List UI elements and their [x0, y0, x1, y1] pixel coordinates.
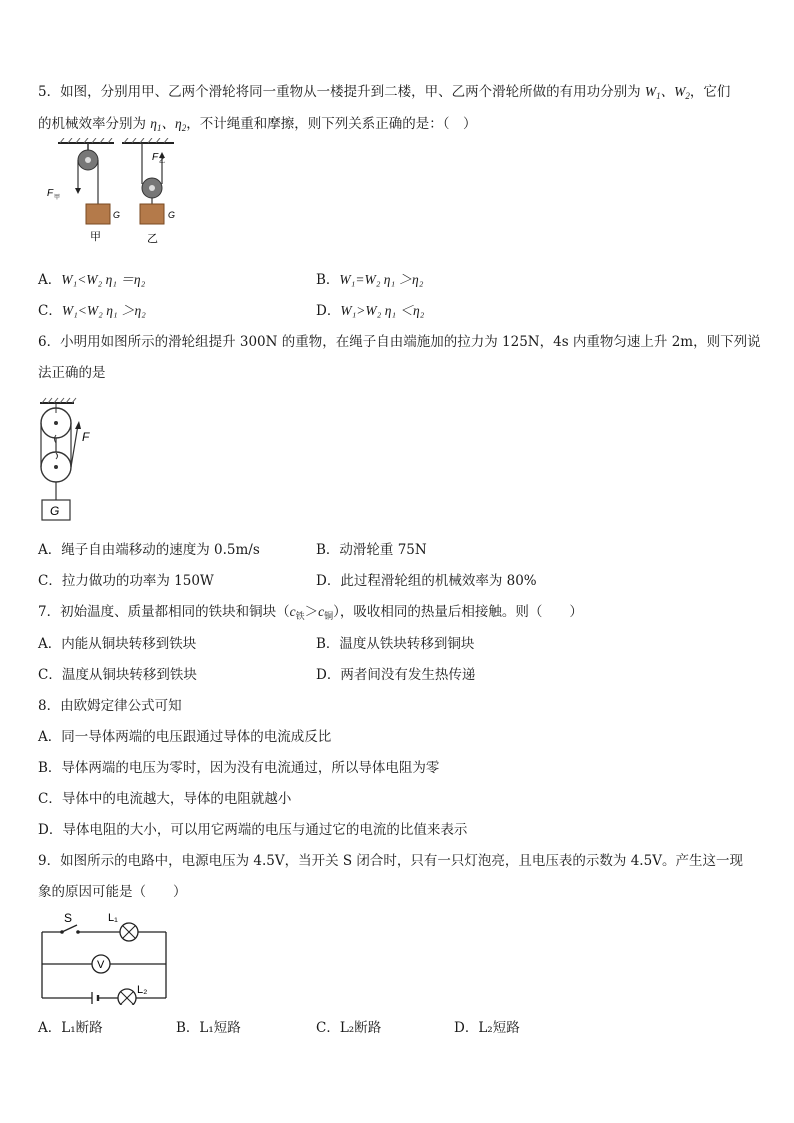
g-label-yi: G: [168, 210, 176, 220]
svg-text:乙: 乙: [159, 159, 166, 165]
weight-jia: [86, 204, 110, 224]
q8-option-a[interactable]: A．同一导体两端的电压跟通过导体的电流成反比: [38, 729, 332, 745]
q9-stem-line1: 9．如图所示的电路中，电源电压为 4.5V，当开关 S 闭合时，只有一只灯泡亮，且电压表的示数为 4.5V。产生这一现: [38, 853, 743, 869]
voltmeter: [92, 955, 110, 973]
switch: [60, 925, 80, 934]
q8-option-d[interactable]: D．导体电阻的大小，可以用它两端的电压与通过它的电流的比值来表示: [38, 822, 468, 838]
q5-option-a[interactable]: A．W₁<W₂ η₁ ＝η₂: [38, 272, 146, 288]
q7-stem: 7．初始温度、质量都相同的铁块和铜块$(c_铁>c_铜)$，吸收相同的热量后相接触。则（ ）: [38, 604, 583, 622]
l2-label: L₂: [137, 984, 148, 996]
q6-option-a[interactable]: A．绳子自由端移动的速度为 0.5m/s: [38, 542, 260, 558]
q7-option-d[interactable]: D．两者间没有发生热传递: [316, 667, 476, 683]
q5-stem-line2: 的机械效率分别为 $\eta_1$、$\eta_2$，不计绳重和摩擦，则下列关系正确的是：（ ）: [38, 116, 477, 133]
label-jia: 甲: [90, 231, 101, 243]
q7-option-b[interactable]: B．温度从铁块转移到铜块: [316, 636, 475, 652]
ceiling-jia: [58, 138, 114, 143]
q9-option-a[interactable]: A．L₁断路: [38, 1020, 103, 1036]
q5-option-b[interactable]: B．W₁=W₂ η₁ ＞η₂: [316, 272, 424, 288]
l1-label: L₁: [108, 912, 118, 924]
force-label: F: [82, 430, 90, 444]
q9-option-d[interactable]: D．L₂短路: [454, 1020, 520, 1036]
q6-stem-line1: 6．小明用如图所示的滑轮组提升 300N 的重物，在绳子自由端施加的拉力为 125N，4s 内重物匀速上升 2m，则下列说: [38, 334, 761, 350]
g-label: G: [50, 504, 60, 518]
q9-option-c[interactable]: C．L₂断路: [316, 1020, 382, 1036]
battery: [92, 992, 98, 1004]
q6-pulley-block-figure: [36, 395, 106, 525]
voltmeter-label: V: [97, 959, 105, 971]
q8-option-b[interactable]: B．导体两端的电压为零时，因为没有电流通过，所以导体电阻为零: [38, 760, 440, 776]
q7-option-a[interactable]: A．内能从铜块转移到铁块: [38, 636, 197, 652]
q5-pulley-figure: [44, 138, 194, 250]
ceiling-yi: [122, 138, 174, 143]
q5-option-d[interactable]: D．W₁>W₂ η₁ ＜η₂: [316, 303, 425, 319]
q5-stem-line1: 5．如图，分别用甲、乙两个滑轮将同一重物从一楼提升到二楼，甲、乙两个滑轮所做的有用功分别为 $W_1$、$W_2$，它们: [38, 84, 731, 101]
lamp-l2: [118, 989, 136, 1005]
g-label-jia: G: [113, 210, 121, 220]
q6-option-c[interactable]: C．拉力做功的功率为 150W: [38, 573, 214, 589]
q5-number: 5．: [38, 84, 61, 100]
q6-stem-line2: 法正确的是: [38, 365, 106, 381]
q5-option-c[interactable]: C．W₁<W₂ η₁ ＞η₂: [38, 303, 146, 319]
q9-stem-line2: 象的原因可能是（ ）: [38, 884, 187, 900]
q6-option-d[interactable]: D．此过程滑轮组的机械效率为 80%: [316, 573, 537, 589]
q8-option-c[interactable]: C．导体中的电流越大，导体的电阻就越小: [38, 791, 292, 807]
q7-option-c[interactable]: C．温度从铜块转移到铁块: [38, 667, 197, 683]
force-label-jia: F: [47, 188, 54, 199]
svg-text:甲: 甲: [54, 195, 61, 201]
switch-label: S: [64, 911, 73, 925]
label-yi: 乙: [147, 233, 158, 245]
eta-symbols: $\eta_1$、$\eta_2$: [150, 116, 187, 133]
q9-option-b[interactable]: B．L₁短路: [176, 1020, 241, 1036]
w-symbols: $W_1$、$W_2$: [644, 84, 690, 101]
q9-circuit-figure: [38, 910, 173, 1005]
weight-yi: [140, 204, 164, 224]
q8-stem: 8．由欧姆定律公式可知: [38, 698, 182, 714]
force-label-yi: F: [152, 152, 159, 163]
lamp-l1: [120, 923, 138, 941]
q6-option-b[interactable]: B．动滑轮重 75N: [316, 542, 427, 558]
